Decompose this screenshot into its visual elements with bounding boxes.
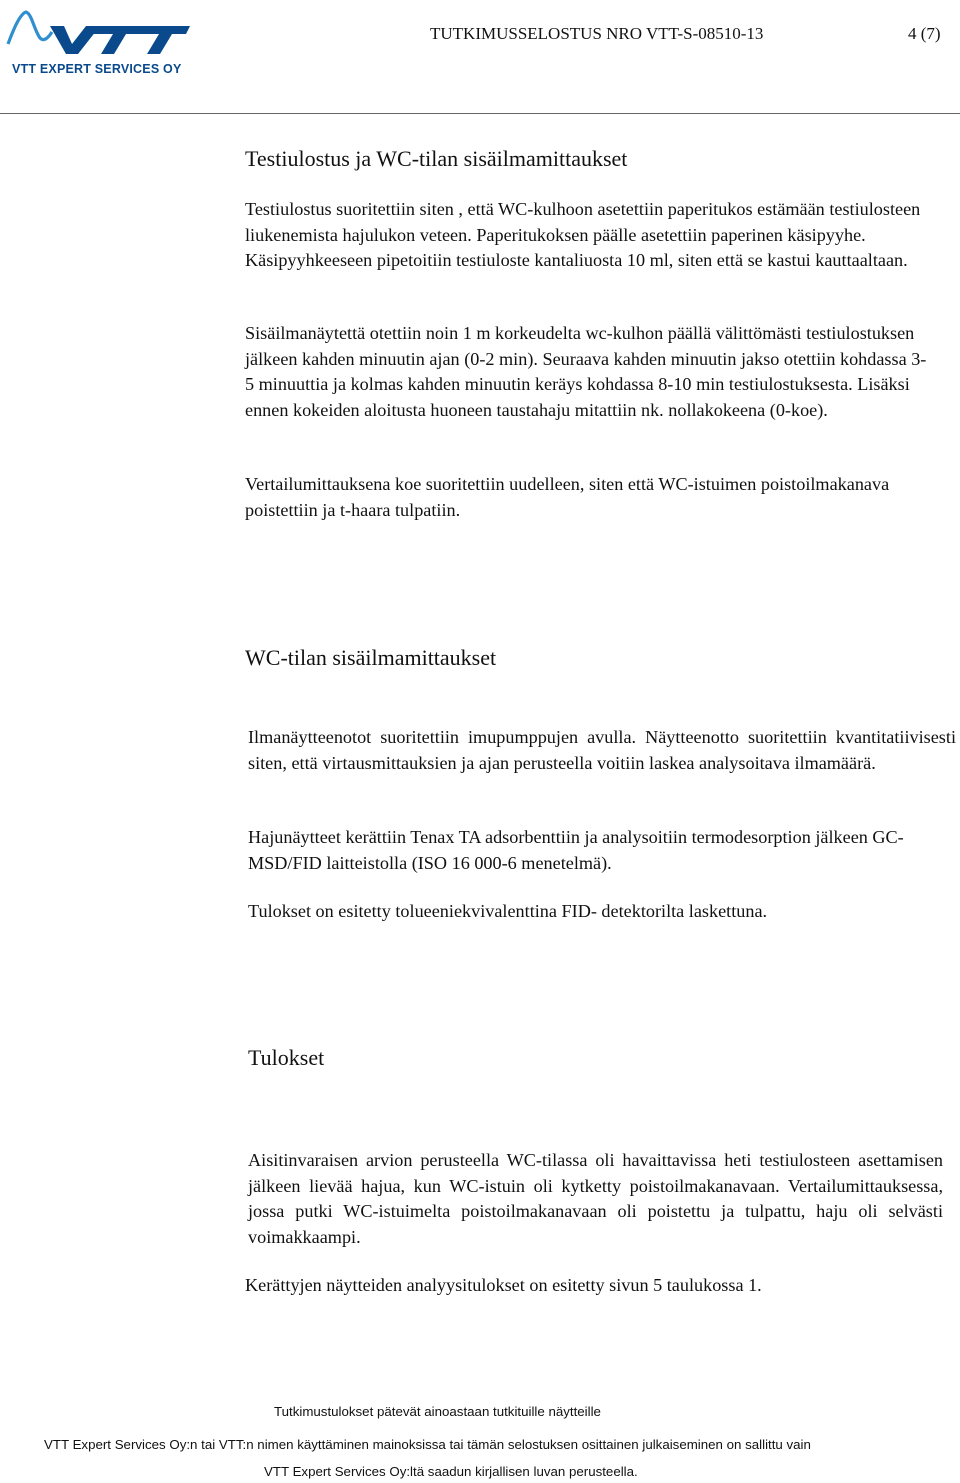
report-id: TUTKIMUSSELOSTUS NRO VTT-S-08510-13 <box>430 24 764 43</box>
vtt-logo-icon <box>4 4 194 60</box>
logo-text: VTT EXPERT SERVICES OY <box>12 62 182 76</box>
paragraph: Vertailumittauksena koe suoritettiin uudelleen, siten että WC-istuimen poistoilmakanava poistettiin ja t-haara tulpatiin. <box>245 474 890 520</box>
page-number: 4 (7) <box>908 24 941 43</box>
paragraph: Kerättyjen näytteiden analyysitulokset on esitetty sivun 5 taulukossa 1. <box>245 1275 762 1295</box>
paragraph: Hajunäytteet kerättiin Tenax TA adsorbenttiin ja analysoitiin termodesorption jälkeen GC-MSD/FID laitteistolla (ISO 16 000-6 menetelmä). <box>248 827 904 873</box>
paragraph: Tulokset on esitetty tolueeniekvivalenttina FID- detektorilta laskettuna. <box>248 901 768 921</box>
section-heading: WC-tilan sisäilmamittaukset <box>245 645 497 670</box>
header-divider <box>0 113 960 114</box>
paragraph: Aisitinvaraisen arvion perusteella WC-tilassa oli havaittavissa heti testiulosteen asettamisen jälkeen lievää hajua, kun WC-istuin oli kytketty poistoilmakanavaan. Vertailumittauksessa, jossa putki WC-istuimelta poistoilmakanavaan oli poistettu ja tulpattu, haju oli selvästi voimakkaampi. <box>248 1150 943 1247</box>
vtt-logo <box>4 4 194 78</box>
paragraph: Ilmanäytteenotot suoritettiin imupumppujen avulla. Näytteenotto suoritettiin kvantitatiivisesti siten, että virtausmittauksien ja ajan perusteella voitiin laskea analysoitava ilmamäärä. <box>248 727 956 773</box>
footer-line: VTT Expert Services Oy:ltä saadun kirjallisen luvan perusteella. <box>264 1464 638 1479</box>
paragraph: Testiulostus suoritettiin siten , että WC-kulhoon asetettiin paperitukos estämään testiulosteen liukenemista hajulukon veteen. Paperitukoksen päälle asetettiin paperinen käsipyyhe. Käsipyyhkeeseen pipetoitiin testiuloste kantaliuosta 10 ml, siten että se kastui kauttaaltaan. <box>245 199 921 270</box>
footer-line: Tutkimustulokset pätevät ainoastaan tutkituille näytteille <box>274 1404 601 1419</box>
paragraph: Sisäilmanäytettä otettiin noin 1 m korkeudelta wc-kulhon päällä välittömästi testiulostuksen jälkeen kahden minuutin ajan (0-2 min). Seuraava kahden minuutin jakso otettiin kohdassa 3-5 minuuttia ja kolmas kahden minuutin keräys kohdassa 8-10 min testiulostuksesta. Lisäksi ennen kokeiden aloitusta huoneen taustahaju mitattiin nk. nollakokeena (0-koe). <box>245 323 927 420</box>
footer-line: VTT Expert Services Oy:n tai VTT:n nimen käyttäminen mainoksissa tai tämän selostuksen osittainen julkaiseminen on sallittu vain <box>44 1437 811 1452</box>
section-heading: Tulokset <box>248 1045 325 1070</box>
section-heading: Testiulostus ja WC-tilan sisäilmamittaukset <box>245 146 628 171</box>
